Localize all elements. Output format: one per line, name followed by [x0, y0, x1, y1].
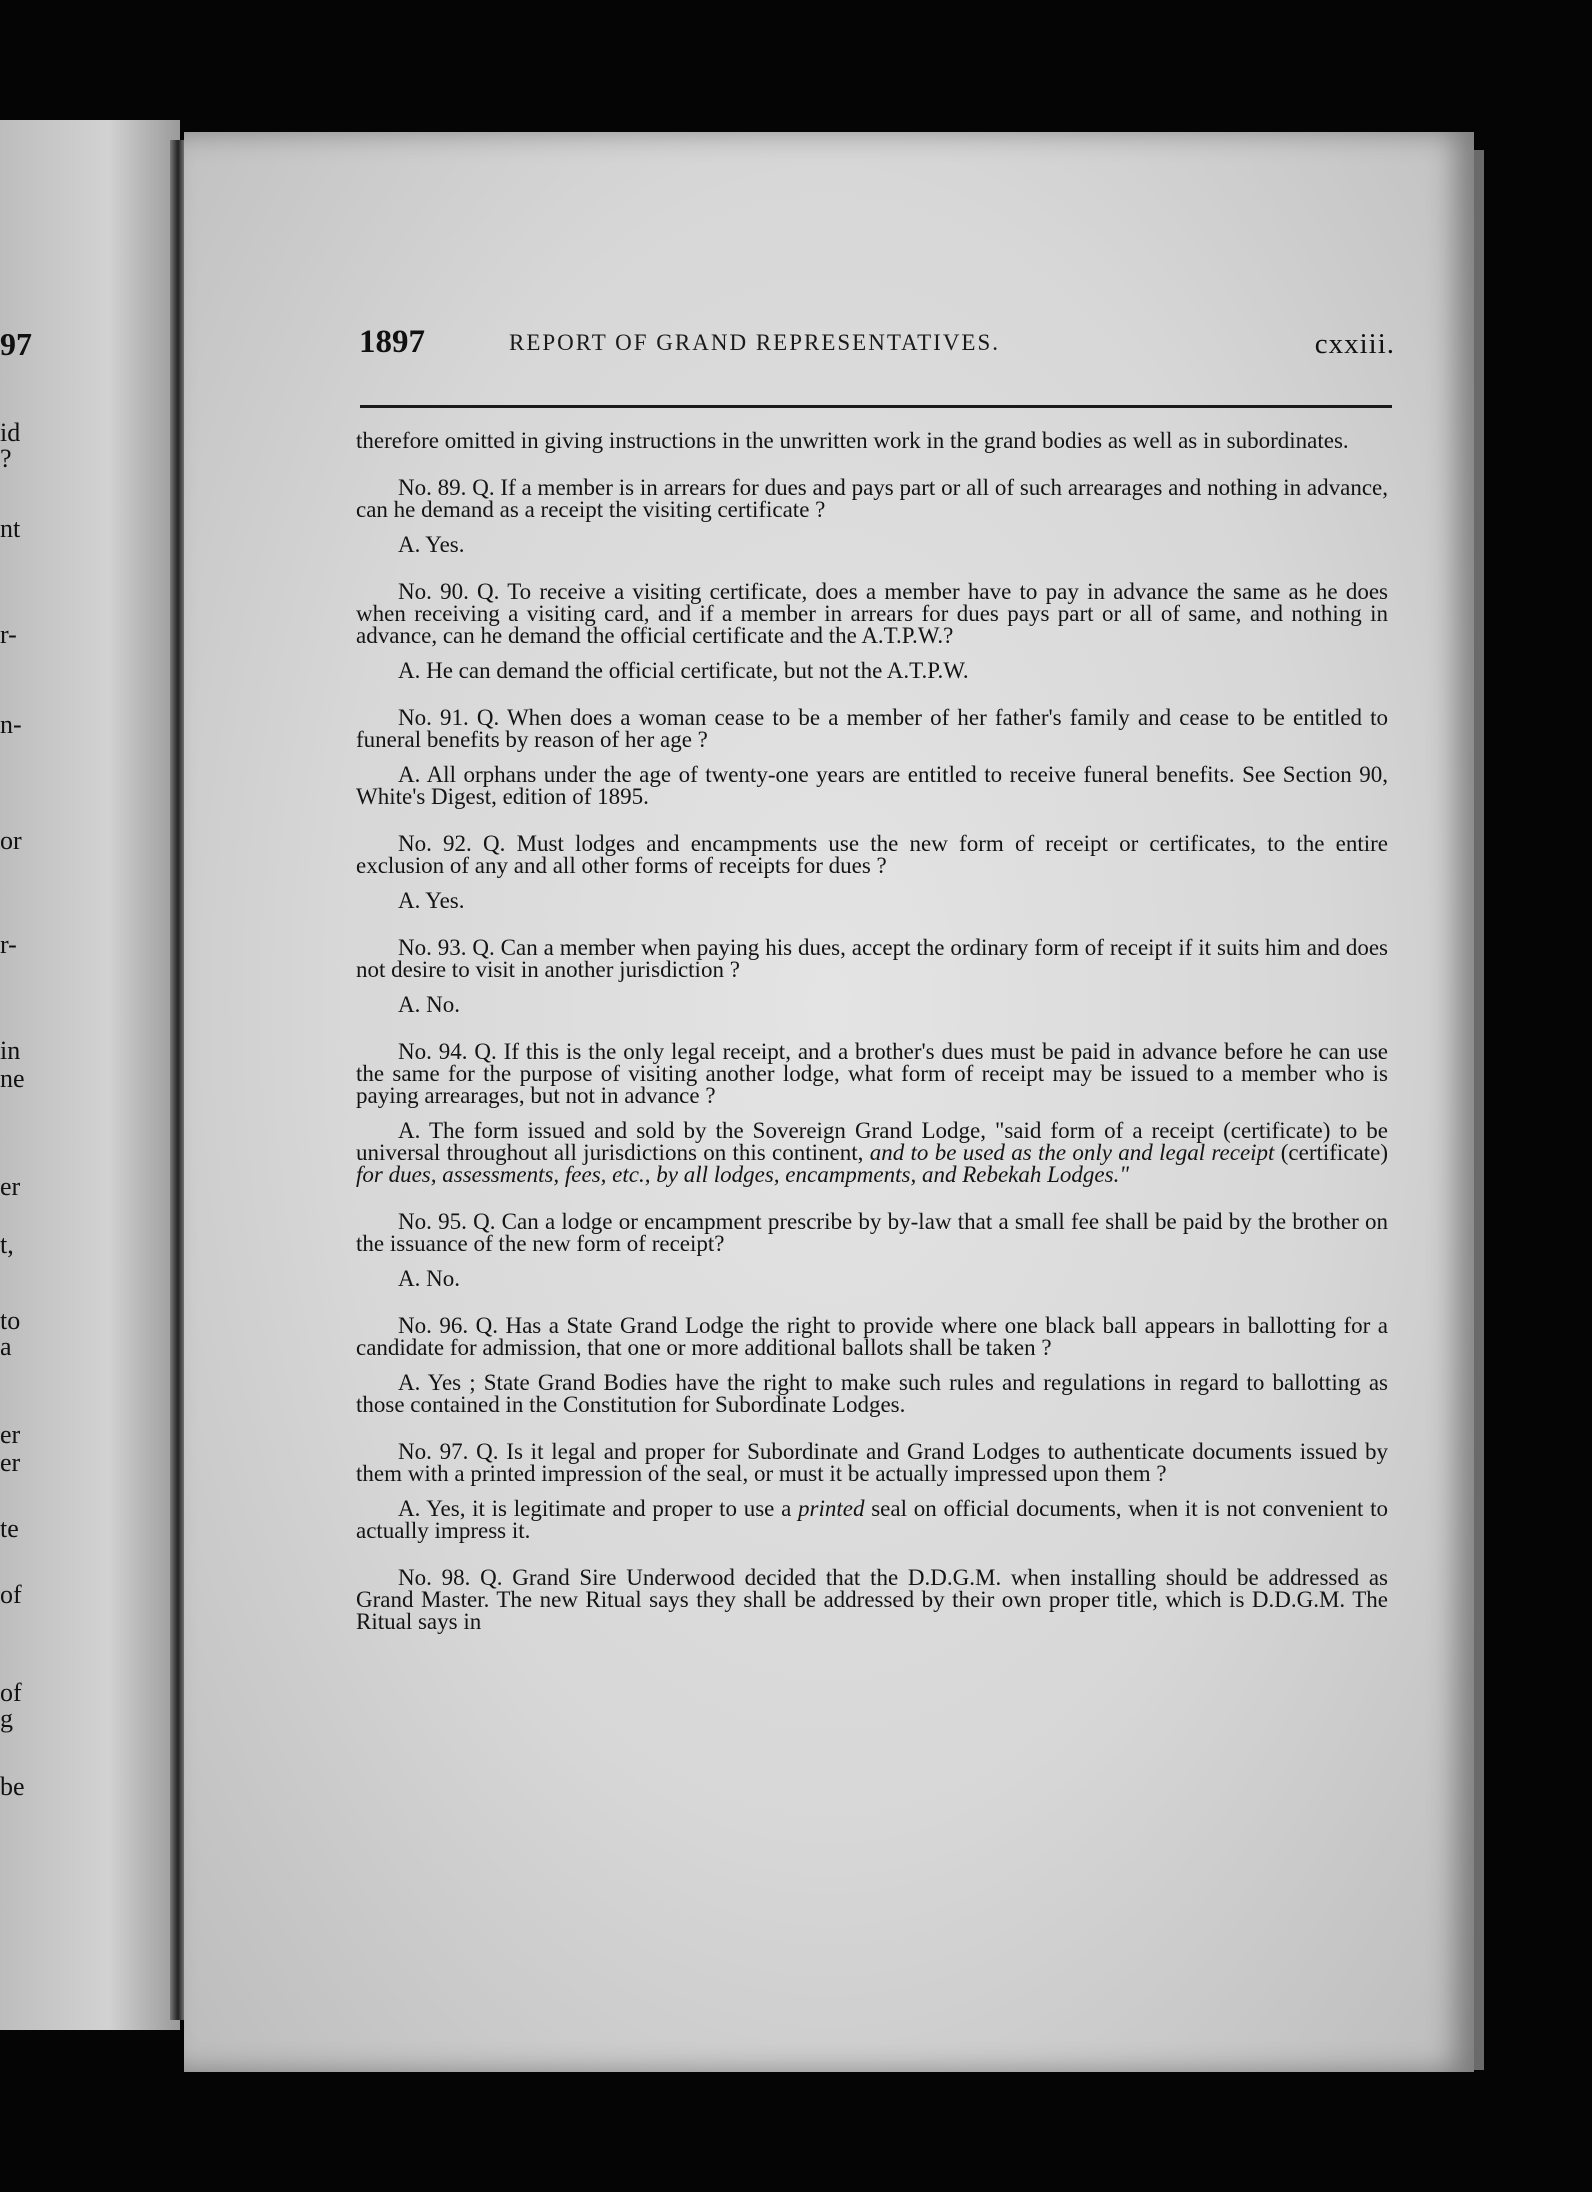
left-fragment: of	[0, 1580, 22, 1609]
question-91: No. 91. Q. When does a woman cease to be a member of her father's family and cease to be entitled to funeral benefits by reason of her age ?	[356, 705, 1388, 752]
answer-94-italic: and to be used as the only and legal receipt	[869, 1140, 1275, 1165]
left-fragment: of	[0, 1678, 22, 1707]
left-fragment: to	[0, 1306, 21, 1335]
answer-96: A. Yes ; State Grand Bodies have the right to make such rules and regulations in regard to ballotting as those contained in the Constitution for Subordinate Lodges.	[356, 1370, 1388, 1417]
question-96: No. 96. Q. Has a State Grand Lodge the right to provide where one black ball appears in ballotting for a candidate for admission, that one or more additional ballots shall be taken ?	[356, 1313, 1388, 1360]
paragraph: therefore omitted in giving instructions in the unwritten work in the grand bodies as well as in subordinates.	[356, 428, 1349, 453]
question-93: No. 93. Q. Can a member when paying his dues, accept the ordinary form of receipt if it suits him and does not desire to visit in another jurisdiction ?	[356, 935, 1388, 982]
question-98: No. 98. Q. Grand Sire Underwood decided that the D.D.G.M. when installing should be addressed as Grand Master. The new Ritual says they shall be addressed by their own proper title, which is D.D.G.M. The Ritual says in	[356, 1565, 1388, 1634]
running-head-year: 1897	[359, 324, 425, 360]
answer-89: A. Yes.	[398, 532, 465, 557]
left-fragment: id	[0, 418, 21, 447]
running-head-title: REPORT OF GRAND REPRESENTATIVES.	[509, 330, 1001, 355]
left-fragment: r-	[0, 620, 17, 649]
question-90: No. 90. Q. To receive a visiting certificate, does a member have to pay in advance the same as he does when receiving a visiting card, and if a member in arrears for dues pays part or all of same, and nothing in advance, can he demand the official certificate and the A.T.P.W.?	[356, 579, 1388, 648]
page-edge-shadow	[1474, 150, 1484, 2070]
left-page-fragments	[0, 120, 40, 2030]
left-fragment: in	[0, 1036, 21, 1065]
question-94: No. 94. Q. If this is the only legal receipt, and a brother's dues must be paid in advance before he can use the same for the purpose of visiting another lodge, what form of receipt may be issued to a member who is paying arrearages, but not in advance ?	[356, 1039, 1388, 1108]
answer-95: A. No.	[398, 1266, 460, 1291]
left-fragment: g	[0, 1704, 13, 1733]
answer-94-text: A. The form issued and sold by the Sovereign Grand Lodge, "said form of a receipt (certificate) to be universal throughout all jurisdictions on this continent,	[356, 1118, 1388, 1165]
answer-90: A. He can demand the official certificate, but not the A.T.P.W.	[398, 658, 969, 683]
left-page-edge	[0, 120, 180, 2030]
book-page	[184, 132, 1474, 2072]
answer-97	[356, 1498, 1388, 1542]
answer-94	[356, 1120, 1388, 1186]
header-rule	[360, 405, 1392, 408]
question-97: No. 97. Q. Is it legal and proper for Subordinate and Grand Lodges to authenticate documents issued by them with a printed impression of the seal, or must it be actually impressed upon them ?	[356, 1439, 1388, 1486]
page-shading	[1564, 432, 1592, 1932]
left-fragment: t,	[0, 1230, 14, 1259]
question-92: No. 92. Q. Must lodges and encampments use the new form of receipt or certificates, to the entire exclusion of any and all other forms of receipts for dues ?	[356, 831, 1388, 878]
left-fragment: r-	[0, 930, 17, 959]
answer-94-text: (certificate)	[1280, 1140, 1388, 1165]
left-fragment: er	[0, 1448, 21, 1477]
answer-97-text: seal on official documents, when it is not convenient to actually impress it.	[356, 1496, 1389, 1543]
question-95: No. 95. Q. Can a lodge or encampment prescribe by by-law that a small fee shall be paid by the brother on the issuance of the new form of receipt?	[356, 1209, 1388, 1256]
running-head	[359, 324, 1395, 368]
left-fragment: or	[0, 826, 22, 855]
answer-92: A. Yes.	[398, 888, 465, 913]
left-fragment: be	[0, 1772, 25, 1801]
left-fragment: a	[0, 1332, 12, 1361]
page-number: cxxiii.	[1314, 328, 1395, 360]
left-fragment: n-	[0, 710, 22, 739]
left-fragment: er	[0, 1420, 21, 1449]
body-text	[356, 430, 1388, 1646]
answer-94-italic: for dues, assessments, fees, etc., by all lodges, encampments, and Rebekah Lodges."	[356, 1162, 1129, 1187]
left-fragment: er	[0, 1172, 21, 1201]
answer-91: A. All orphans under the age of twenty-one years are entitled to receive funeral benefits. See Section 90, White's Digest, edition of 1895.	[356, 762, 1388, 809]
left-fragment: te	[0, 1514, 19, 1543]
answer-93: A. No.	[398, 992, 460, 1017]
left-fragment: ne	[0, 1064, 25, 1093]
answer-97-italic: printed	[798, 1496, 865, 1521]
question-89: No. 89. Q. If a member is in arrears for dues and pays part or all of such arrearages and nothing in advance, can he demand as a receipt the visiting certificate ?	[356, 475, 1388, 522]
left-fragment: 97	[0, 326, 32, 362]
left-fragment: nt	[0, 514, 21, 543]
left-fragment: ?	[0, 444, 12, 473]
answer-97-text: A. Yes, it is legitimate and proper to use a	[398, 1496, 792, 1521]
